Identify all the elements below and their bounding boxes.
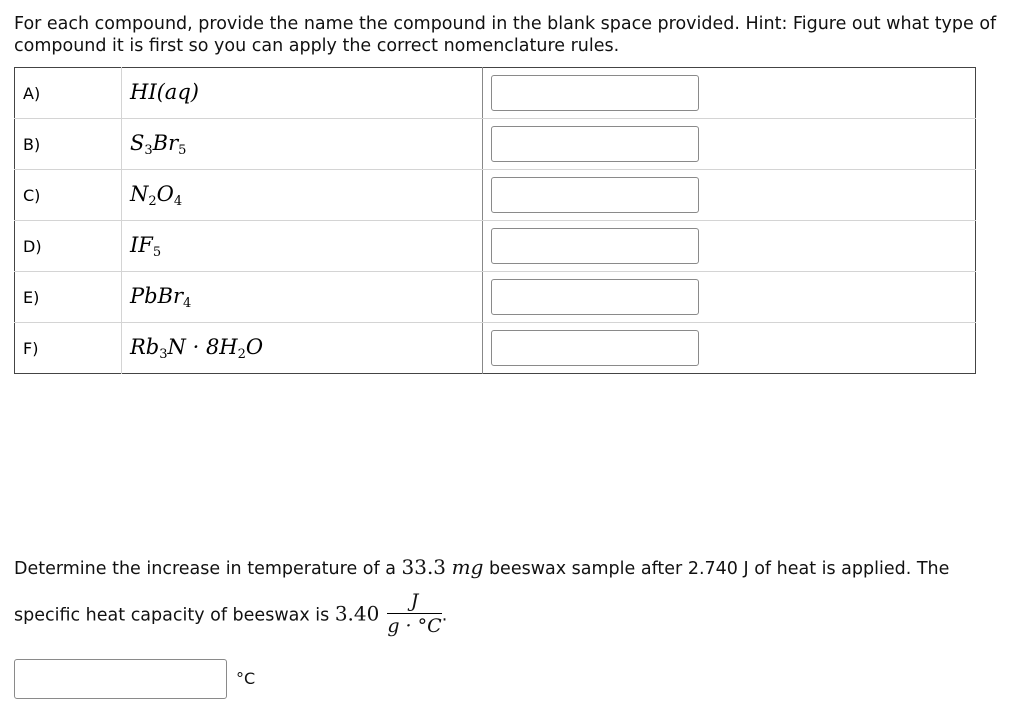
formula-part: IF	[130, 232, 153, 257]
formula-subscript: 4	[183, 295, 192, 311]
compound-label: A)	[15, 68, 122, 119]
compound-name-input[interactable]	[491, 75, 699, 111]
compound-row	[15, 170, 976, 221]
compound-formula	[122, 221, 483, 272]
specific-heat-unit-fraction	[387, 591, 441, 636]
compound-formula	[122, 68, 483, 119]
compound-row	[15, 68, 976, 119]
compound-label: E)	[15, 272, 122, 323]
compound-table	[14, 67, 976, 374]
compound-row	[15, 119, 976, 170]
question-2-line-2: specific heat capacity of beeswax is 3.40 $\frac{J}{g \cdot ^\circ C}$ .	[14, 590, 448, 637]
temperature-unit: °C	[236, 669, 256, 688]
answer-cell	[483, 221, 976, 272]
formula-part: O	[245, 334, 264, 359]
formula-part: HI	[130, 79, 157, 104]
formula-subscript: 5	[152, 244, 162, 260]
formula-part: N	[130, 181, 149, 206]
answer-cell	[483, 170, 976, 221]
compound-formula	[122, 272, 483, 323]
formula-part: (aq)	[156, 79, 199, 104]
formula-part: S	[130, 130, 145, 155]
temperature-answer-input[interactable]	[14, 659, 227, 699]
formula-part: Br	[152, 130, 179, 155]
compound-row	[15, 323, 976, 374]
compound-formula	[122, 170, 483, 221]
mass-value: 33.3	[401, 555, 447, 579]
compound-name-input[interactable]	[491, 177, 699, 213]
formula-part: Rb	[130, 334, 160, 359]
compound-label: D)	[15, 221, 122, 272]
compound-label: C)	[15, 170, 122, 221]
question-2-line-1: Determine the increase in temperature of a 33.3 mg beeswax sample after 2.740 J of heat is applied. The	[14, 555, 950, 579]
formula-subscript: 4	[173, 193, 183, 209]
compound-formula	[122, 323, 483, 374]
question-2	[14, 555, 1014, 637]
specific-heat-value: 3.40	[334, 601, 380, 626]
mass-unit: mg	[451, 555, 484, 579]
instructions-text: For each compound, provide the name the compound in the blank space provided. Hint: Figure out what type of compound it is first so you can apply the correct nomenclature rules.	[14, 14, 997, 56]
formula-part: N · 8H	[167, 334, 238, 359]
fraction-denominator: g · °C	[387, 615, 442, 637]
fraction-numerator: J	[387, 591, 441, 614]
compound-name-input[interactable]	[491, 330, 699, 366]
answer-cell	[483, 119, 976, 170]
answer-cell	[483, 68, 976, 119]
formula-part: O	[156, 181, 174, 206]
compound-name-input[interactable]	[491, 126, 699, 162]
compound-label: F)	[15, 323, 122, 374]
formula-part: PbBr	[130, 283, 184, 308]
formula-subscript: 2	[148, 193, 157, 209]
compound-row	[15, 221, 976, 272]
answer-cell	[483, 323, 976, 374]
formula-subscript: 5	[178, 142, 187, 158]
compound-name-input[interactable]	[491, 228, 699, 264]
answer-cell	[483, 272, 976, 323]
compound-label: B)	[15, 119, 122, 170]
formula-subscript: 3	[144, 142, 153, 158]
compound-name-input[interactable]	[491, 279, 699, 315]
formula-subscript: 2	[237, 346, 246, 362]
compound-row	[15, 272, 976, 323]
formula-subscript: 3	[159, 346, 168, 362]
compound-formula	[122, 119, 483, 170]
